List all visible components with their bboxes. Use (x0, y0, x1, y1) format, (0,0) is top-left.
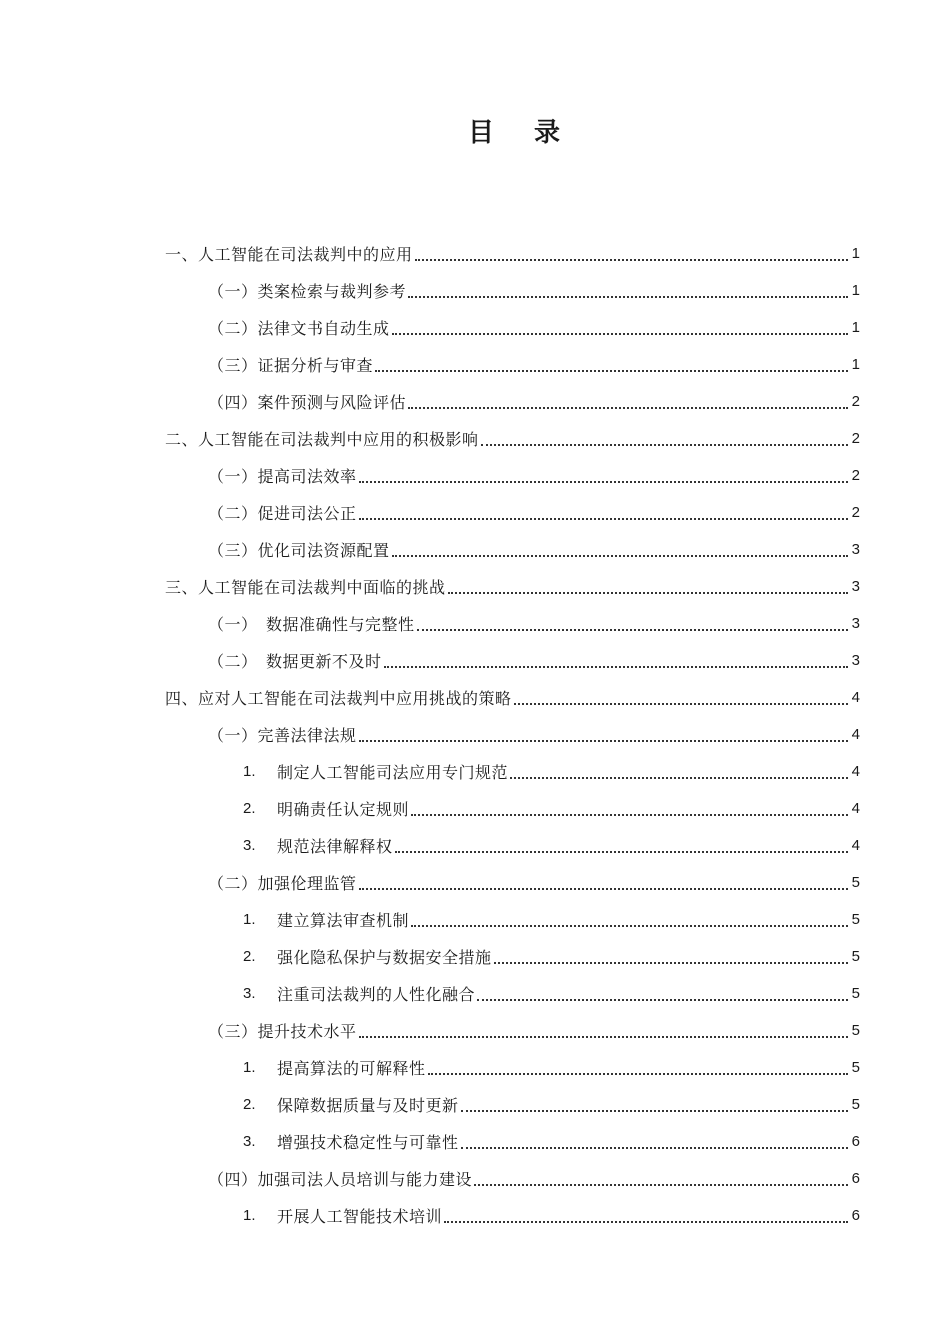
toc-entry-number: 1. (243, 911, 256, 928)
toc-entry-label: 强化隐私保护与数据安全措施 (277, 948, 492, 967)
toc-entry-number: 3. (243, 837, 256, 854)
toc-entry-label: （一）提高司法效率 (208, 467, 357, 486)
toc-dot-leader (408, 295, 848, 298)
toc-entry[interactable] (0, 790, 950, 827)
toc-dot-leader (375, 369, 848, 372)
toc-entry[interactable] (0, 457, 950, 494)
toc-dot-leader (444, 1220, 848, 1223)
toc-entry-number: 1. (243, 1059, 256, 1076)
toc-page-number: 6 (851, 1170, 860, 1187)
toc-page-number: 6 (851, 1207, 860, 1224)
toc-entry-label: 二、人工智能在司法裁判中应用的积极影响 (165, 430, 479, 449)
toc-entry-number: 2. (243, 800, 256, 817)
toc-dot-leader (392, 332, 848, 335)
toc-entry-label: （四）案件预测与风险评估 (208, 393, 407, 412)
toc-page-number: 5 (851, 985, 860, 1002)
table-of-contents (0, 235, 950, 1234)
toc-entry[interactable] (0, 864, 950, 901)
toc-entry[interactable] (0, 716, 950, 753)
toc-entry-number: 1. (243, 1207, 256, 1224)
toc-page-number: 5 (851, 1096, 860, 1113)
toc-entry[interactable] (0, 568, 950, 605)
toc-page-number: 4 (851, 726, 860, 743)
toc-page-number: 2 (851, 467, 860, 484)
toc-dot-leader (411, 813, 848, 816)
toc-entry-label: 一、人工智能在司法裁判中的应用 (165, 245, 413, 264)
toc-dot-leader (392, 554, 848, 557)
toc-entry-label: 三、人工智能在司法裁判中面临的挑战 (165, 578, 446, 597)
toc-dot-leader (359, 887, 848, 890)
toc-entry[interactable] (0, 383, 950, 420)
toc-page-number: 4 (851, 689, 860, 706)
toc-entry-label: 提高算法的可解释性 (277, 1059, 426, 1078)
toc-entry[interactable] (0, 753, 950, 790)
toc-dot-leader (359, 480, 848, 483)
toc-dot-leader (415, 258, 848, 261)
toc-dot-leader (384, 665, 848, 668)
toc-entry[interactable] (0, 1012, 950, 1049)
toc-page-number: 3 (851, 541, 860, 558)
page-title-part1: 目 (467, 118, 496, 148)
toc-page-number: 6 (851, 1133, 860, 1150)
toc-entry[interactable] (0, 494, 950, 531)
toc-entry-label: 四、应对人工智能在司法裁判中应用挑战的策略 (165, 689, 512, 708)
toc-entry[interactable] (0, 642, 950, 679)
toc-dot-leader (510, 776, 848, 779)
toc-entry[interactable] (0, 938, 950, 975)
toc-entry-label: 制定人工智能司法应用专门规范 (277, 763, 509, 782)
toc-dot-leader (359, 1035, 848, 1038)
toc-entry-label: 规范法律解释权 (277, 837, 393, 856)
toc-page-number: 3 (851, 652, 860, 669)
toc-entry[interactable] (0, 827, 950, 864)
toc-dot-leader (494, 961, 848, 964)
toc-entry-label: 增强技术稳定性与可靠性 (277, 1133, 459, 1152)
toc-dot-leader (448, 591, 848, 594)
toc-entry[interactable] (0, 531, 950, 568)
toc-dot-leader (474, 1183, 848, 1186)
toc-page-number: 2 (851, 430, 860, 447)
toc-entry-label: （三）提升技术水平 (208, 1022, 357, 1041)
toc-page-number: 5 (851, 1022, 860, 1039)
toc-page-number: 5 (851, 1059, 860, 1076)
toc-entry-label: （一）类案检索与裁判参考 (208, 282, 407, 301)
toc-dot-leader (411, 924, 848, 927)
toc-entry-number: 2. (243, 948, 256, 965)
toc-entry[interactable] (0, 309, 950, 346)
toc-page-number: 2 (851, 504, 860, 521)
toc-page-number: 3 (851, 615, 860, 632)
toc-entry[interactable] (0, 420, 950, 457)
toc-entry[interactable] (0, 975, 950, 1012)
toc-entry[interactable] (0, 1160, 950, 1197)
toc-entry-label: （二）加强伦理监管 (208, 874, 357, 893)
toc-page-number: 5 (851, 874, 860, 891)
toc-entry-label: （二）法律文书自动生成 (208, 319, 390, 338)
toc-dot-leader (428, 1072, 848, 1075)
toc-dot-leader (461, 1146, 848, 1149)
toc-dot-leader (481, 443, 848, 446)
toc-entry[interactable] (0, 1049, 950, 1086)
toc-entry[interactable] (0, 1197, 950, 1234)
toc-entry-label: 注重司法裁判的人性化融合 (277, 985, 476, 1004)
toc-entry[interactable] (0, 1086, 950, 1123)
toc-entry-label: 明确责任认定规则 (277, 800, 410, 819)
toc-page-number: 1 (851, 319, 860, 336)
toc-entry[interactable] (0, 1123, 950, 1160)
toc-entry-label: （三）优化司法资源配置 (208, 541, 390, 560)
page-title-part2: 录 (534, 118, 563, 148)
toc-dot-leader (395, 850, 848, 853)
toc-entry-label: （三）证据分析与审查 (208, 356, 374, 375)
toc-dot-leader (408, 406, 848, 409)
toc-page-number: 5 (851, 911, 860, 928)
toc-page-number: 5 (851, 948, 860, 965)
toc-entry-label: （四）加强司法人员培训与能力建设 (208, 1170, 473, 1189)
page-title (0, 112, 950, 149)
toc-entry-number: 3. (243, 1133, 256, 1150)
toc-entry-label: 建立算法审查机制 (277, 911, 410, 930)
toc-entry[interactable] (0, 235, 950, 272)
toc-dot-leader (477, 998, 848, 1001)
toc-entry[interactable] (0, 346, 950, 383)
toc-entry-label: （一）完善法律法规 (208, 726, 357, 745)
toc-page-number: 4 (851, 800, 860, 817)
toc-entry-number: 3. (243, 985, 256, 1002)
toc-dot-leader (514, 702, 848, 705)
toc-page-number: 1 (851, 282, 860, 299)
toc-entry-label: （二）促进司法公正 (208, 504, 357, 523)
toc-entry[interactable] (0, 901, 950, 938)
toc-entry[interactable] (0, 679, 950, 716)
toc-entry-number: 2. (243, 1096, 256, 1113)
toc-page-number: 2 (851, 393, 860, 410)
toc-entry[interactable] (0, 272, 950, 309)
toc-page-number: 4 (851, 837, 860, 854)
toc-entry-number: 1. (243, 763, 256, 780)
toc-dot-leader (417, 628, 848, 631)
toc-page-number: 1 (851, 245, 860, 262)
toc-entry[interactable] (0, 605, 950, 642)
toc-entry-label: （一） 数据准确性与完整性 (208, 615, 415, 634)
toc-page-number: 4 (851, 763, 860, 780)
toc-page-number: 3 (851, 578, 860, 595)
toc-dot-leader (461, 1109, 848, 1112)
toc-dot-leader (359, 739, 848, 742)
toc-entry-label: （二） 数据更新不及时 (208, 652, 382, 671)
toc-dot-leader (359, 517, 848, 520)
toc-page-number: 1 (851, 356, 860, 373)
toc-entry-label: 保障数据质量与及时更新 (277, 1096, 459, 1115)
toc-entry-label: 开展人工智能技术培训 (277, 1207, 443, 1226)
